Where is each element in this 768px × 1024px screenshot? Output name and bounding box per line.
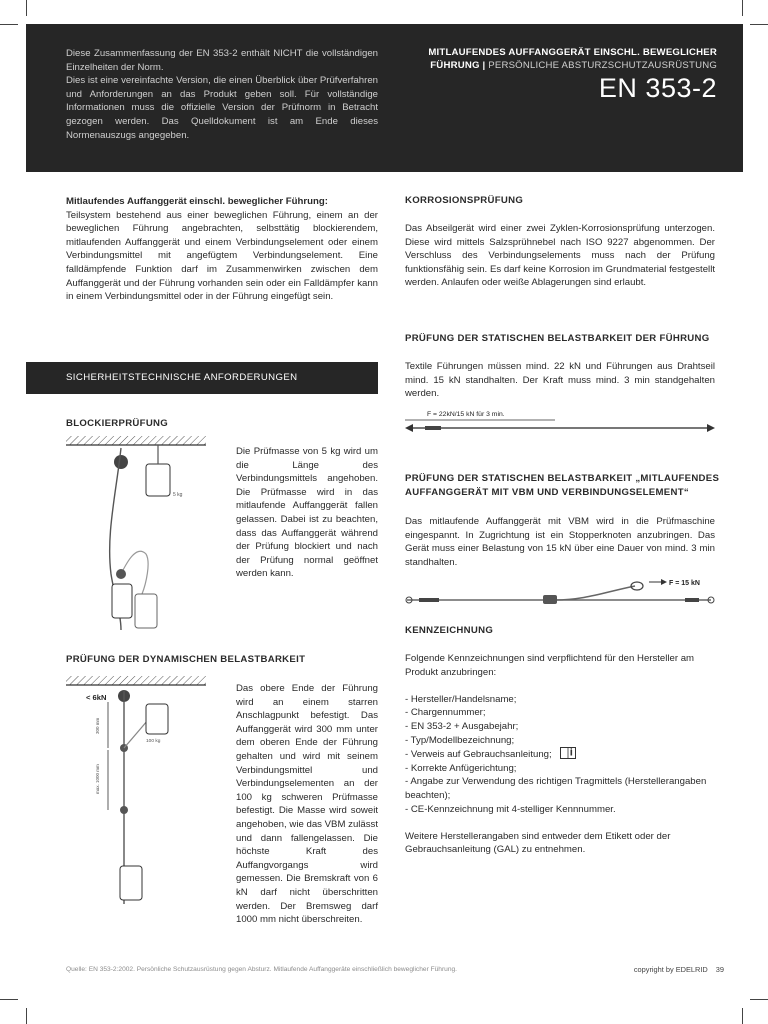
dynamic-diagram (66, 674, 226, 914)
marking-heading: KENNZEICHNUNG (405, 625, 494, 636)
static-vbm-heading (405, 472, 719, 500)
crop-mark (26, 0, 27, 16)
fall-arrester-end (120, 806, 128, 814)
dim-label-1000: max. 1000 mm (95, 764, 100, 794)
footer-source: Quelle: EN 353-2:2002. Persönliche Schutzausrüstung gegen Absturz. Mitlaufende Auffanggeräte einschließlich beweglicher Führung. (66, 966, 457, 973)
crop-mark (750, 999, 768, 1000)
test-mass-100kg-bottom (120, 866, 142, 900)
blocking-text: Die Prüfmasse von 5 kg wird um die Länge des Verbindungsmittels angehoben. Die Prüfmasse wird in das mitlaufende Auffanggerät fallen gelassen. Dabei ist zu beachten, dass das Auffanggerät während der Prüfung blockiert und nach der Prüfung normal geöffnet werden kann. (236, 446, 378, 580)
list-item: - Typ/Modellbezeichnung; (405, 734, 515, 746)
arrow-right (707, 424, 715, 432)
intro-line-1: Diese Zusammenfassung der EN 353-2 enthält NICHT die vollständigen Einzelheiten der Norm. (66, 48, 378, 73)
static-vbm-diagram (405, 574, 717, 610)
intro-line-2: Dies ist eine vereinfachte Version, die einen Überblick über Prüfverfahren und Anforderungen an das Produkt geben soll. Für vollständige Informationen muss die offizielle Version der Prüfnorm in Betracht gezogen werden. Das Quelldokument ist am Ende dieses Normenauszugs angegeben. (66, 75, 378, 141)
definition-text: Teilsystem bestehend aus einer beweglichen Führung, einem an der beweglichen Führung angebrachten, selbsttätig blockierendem, mitlaufenden Auffanggerät und einem Verbindungselement oder einem Verbindungsmittel mit angefügtem Verbindungselement. Eine falldämpfende Funktion darf im Zusammenwirken zwischen dem Auffanggerät und der Führung vorhanden sein oder ein Falldämpfer kann in einem Verbindungsmittel oder in der Führung eingefügt sein. (66, 209, 378, 303)
header-subtitle (417, 46, 717, 72)
subtitle-light: PERSÖNLICHE ABSTURZSCHUTZAUSRÜSTUNG (488, 60, 717, 71)
crop-mark (742, 0, 743, 16)
section-bar (26, 362, 378, 394)
crop-mark (750, 24, 768, 25)
static-vbm-heading-line-2: AUFFANGGERÄT MIT VBM UND VERBINDUNGSELEMENT“ (405, 487, 689, 498)
static-guide-diagram (405, 406, 717, 436)
footer-right (634, 965, 724, 974)
standard-number: EN 353-2 (598, 73, 717, 103)
static-guide-heading: PRÜFUNG DER STATISCHEN BELASTBARKEIT DER FÜHRUNG (405, 333, 710, 344)
dim-label-300: 300 mm (95, 717, 100, 734)
list-item-manual (405, 747, 715, 762)
list-item: - CE-Kennzeichnung mit 4-stelliger Kennnummer. (405, 803, 616, 815)
crop-mark (26, 1008, 27, 1024)
blocking-diagram (66, 434, 226, 634)
manual-book-icon (560, 747, 576, 759)
corrosion-heading: KORROSIONSPRÜFUNG (405, 195, 524, 206)
mass-label-5kg: 5 kg (173, 492, 183, 498)
static-vbm-text: Das mitlaufende Auffanggerät mit VBM wird in die Prüfmaschine eingespannt. In Zugrichtung ist ein Stopperknoten anzubringen. Das Gerät muss einer Belastung von 15 kN über eine Dauer von mind. 3 min standhalten. (405, 516, 715, 568)
crop-mark (742, 1008, 743, 1024)
header-banner (26, 24, 743, 172)
ceiling-hatch (66, 436, 206, 445)
blocking-heading: BLOCKIERPRÜFUNG (66, 418, 169, 429)
marking-intro: Folgende Kennzeichnungen sind verpflichtend für den Hersteller am Produkt anzubringen: (405, 653, 695, 678)
force-label: < 6kN (86, 693, 107, 702)
marking-block (405, 652, 715, 857)
mass-label-100kg: 100 kg (146, 739, 161, 744)
list-item: - Angabe zur Verwendung des richtigen Tragmittels (Herstellerangaben beachten); (405, 776, 707, 801)
crop-mark (0, 999, 18, 1000)
crop-mark (0, 24, 18, 25)
arrow-left (405, 424, 413, 432)
section-bar-label: SICHERHEITSTECHNISCHE ANFORDERUNGEN (66, 372, 298, 383)
ceiling-hatch (66, 676, 206, 685)
stitching (419, 598, 439, 602)
list-item-text: - Verweis auf Gebrauchsanleitung; (405, 749, 552, 761)
anchor-device (114, 455, 128, 469)
copyright: copyright by EDELRID (633, 965, 708, 974)
hanging-mass-top (146, 464, 170, 496)
corrosion-text: Das Abseilgerät wird einer zwei Zyklen-Korrosionsprüfung unterzogen. Diese wird mittels Salzsprühnebel nach ISO 9227 abgenommen. Der Verschluss des Verbindungselements muss nach der Prüfung funktionsfähig sein. Es darf keine Korrosion im Grundmaterial festgestellt werden. Anlaufen oder weiße Ablagerungen sind erlaubt. (405, 223, 715, 289)
list-item: - Chargennummer; (405, 707, 486, 719)
list-item: - EN 353-2 + Ausgabejahr; (405, 720, 519, 732)
force-label: F = 22kN/15 kN für 3 min. (427, 411, 505, 418)
fall-arrester (543, 595, 557, 604)
page-number: 39 (715, 965, 724, 974)
static-vbm-heading-line-1: PRÜFUNG DER STATISCHEN BELASTBARKEIT „MITLAUFENDES (405, 473, 720, 484)
marking-outro: Weitere Herstellerangaben sind entweder dem Etikett oder der Gebrauchsanleitung (GAL) zu entnehmen. (405, 830, 671, 856)
list-item: - Hersteller/Handelsname; (405, 693, 517, 705)
force-label: F = 15 kN (669, 580, 700, 587)
dynamic-text: Das obere Ende der Führung wird an einem starren Anschlagpunkt befestigt. Das Auffanggerät wird 300 mm unter dem oberen Ende der Führung gehalten und wird mit seinem Verbindungsmittel und Verbindungselementen an der 100 kg schweren Prüfmasse befestigt. Die Masse wird soweit angehoben, wie das VBM zulässt und dann fallengelassen. Die höchste Kraft des Auffangvorgangs wird gemessen. Die Bremskraft von 6 kN darf nicht überschritten werden. Der Bremsweg darf 1000 mm nicht überschreiten. (236, 683, 378, 926)
test-mass-100kg-top (146, 704, 168, 734)
guide-rope (407, 586, 635, 600)
falling-mass-1 (112, 584, 132, 618)
definition-block (66, 195, 378, 304)
dynamic-heading: PRÜFUNG DER DYNAMISCHEN BELASTBARKEIT (66, 654, 306, 665)
list-item: - Korrekte Anfügerichtung; (405, 762, 517, 774)
stitching-right (685, 598, 699, 602)
subtitle-bold: MITLAUFENDES AUFFANGGERÄT EINSCHL. BEWEGLICHER FÜHRUNG | (428, 47, 717, 71)
definition-term: Mitlaufendes Auffanggerät einschl. beweglicher Führung: (66, 196, 328, 207)
header-title-block (417, 46, 717, 103)
stitching (425, 426, 441, 430)
header-intro (66, 47, 378, 142)
falling-mass-2 (135, 594, 157, 628)
marking-list (405, 693, 715, 816)
fall-arrester (116, 569, 126, 579)
force-arrow-head (661, 579, 667, 585)
static-guide-text: Textile Führungen müssen mind. 22 kN und Führungen aus Drahtseil mind. 15 kN standhalten. Der Kraft muss mind. 3 min standgehalten werden. (405, 361, 715, 400)
